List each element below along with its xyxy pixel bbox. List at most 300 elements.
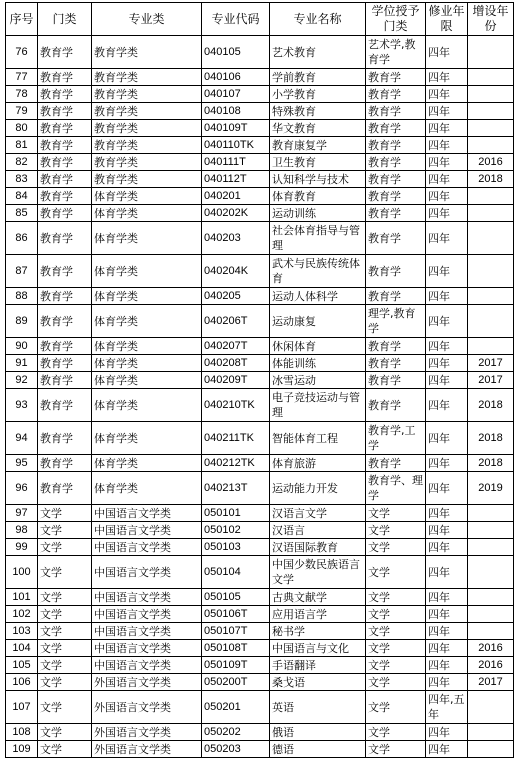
table-row [6, 606, 514, 623]
cell-category: 教育学 [38, 305, 92, 338]
cell-code: 040209T [202, 372, 270, 389]
major-table-container [5, 2, 513, 758]
cell-code: 040105 [202, 36, 270, 69]
cell-year-added [468, 120, 514, 137]
cell-years: 四年 [426, 69, 468, 86]
cell-year-added: 2018 [468, 389, 514, 422]
cell-name: 运动能力开发 [270, 472, 366, 505]
cell-degree: 教育学 [366, 69, 426, 86]
cell-degree: 文学 [366, 657, 426, 674]
cell-year-added [468, 205, 514, 222]
cell-code: 050203 [202, 741, 270, 758]
cell-seq: 91 [6, 355, 38, 372]
cell-code: 040207T [202, 338, 270, 355]
cell-degree: 艺术学,教育学 [366, 36, 426, 69]
cell-class: 中国语言文学类 [92, 505, 202, 522]
table-row [6, 222, 514, 255]
cell-degree: 教育学 [366, 205, 426, 222]
cell-class: 体育学类 [92, 355, 202, 372]
cell-degree: 教育学 [366, 355, 426, 372]
cell-category: 文学 [38, 691, 92, 724]
cell-degree: 理学,教育学 [366, 305, 426, 338]
cell-category: 教育学 [38, 255, 92, 288]
table-row [6, 154, 514, 171]
cell-years: 四年 [426, 556, 468, 589]
cell-class: 中国语言文学类 [92, 657, 202, 674]
cell-class: 体育学类 [92, 288, 202, 305]
cell-degree: 教育学 [366, 120, 426, 137]
cell-class: 外国语言文学类 [92, 724, 202, 741]
cell-code: 040106 [202, 69, 270, 86]
cell-category: 教育学 [38, 422, 92, 455]
cell-class: 教育学类 [92, 137, 202, 154]
header-class: 专业类 [92, 3, 202, 36]
cell-seq: 93 [6, 389, 38, 422]
cell-class: 教育学类 [92, 103, 202, 120]
cell-category: 文学 [38, 539, 92, 556]
table-row [6, 288, 514, 305]
cell-degree: 文学 [366, 724, 426, 741]
cell-code: 050109T [202, 657, 270, 674]
cell-year-added [468, 606, 514, 623]
cell-year-added [468, 36, 514, 69]
cell-years: 四年 [426, 674, 468, 691]
cell-name: 艺术教育 [270, 36, 366, 69]
cell-year-added [468, 556, 514, 589]
table-row [6, 36, 514, 69]
cell-class: 中国语言文学类 [92, 539, 202, 556]
cell-year-added: 2017 [468, 674, 514, 691]
cell-seq: 100 [6, 556, 38, 589]
cell-seq: 76 [6, 36, 38, 69]
cell-name: 中国语言与文化 [270, 640, 366, 657]
table-row [6, 472, 514, 505]
cell-class: 教育学类 [92, 69, 202, 86]
table-row [6, 188, 514, 205]
cell-code: 040211TK [202, 422, 270, 455]
cell-class: 中国语言文学类 [92, 606, 202, 623]
cell-seq: 98 [6, 522, 38, 539]
header-category: 门类 [38, 3, 92, 36]
cell-class: 教育学类 [92, 120, 202, 137]
cell-years: 四年 [426, 422, 468, 455]
cell-category: 教育学 [38, 472, 92, 505]
cell-class: 体育学类 [92, 222, 202, 255]
cell-seq: 90 [6, 338, 38, 355]
cell-years: 四年 [426, 455, 468, 472]
cell-years: 四年 [426, 741, 468, 758]
table-row [6, 103, 514, 120]
cell-degree: 教育学 [366, 86, 426, 103]
cell-category: 教育学 [38, 137, 92, 154]
cell-class: 体育学类 [92, 422, 202, 455]
cell-seq: 87 [6, 255, 38, 288]
cell-class: 中国语言文学类 [92, 623, 202, 640]
cell-seq: 102 [6, 606, 38, 623]
cell-name: 体育旅游 [270, 455, 366, 472]
cell-category: 文学 [38, 556, 92, 589]
cell-year-added [468, 69, 514, 86]
cell-degree: 文学 [366, 674, 426, 691]
cell-category: 文学 [38, 623, 92, 640]
cell-category: 教育学 [38, 205, 92, 222]
cell-years: 四年 [426, 623, 468, 640]
table-row [6, 455, 514, 472]
cell-years: 四年 [426, 288, 468, 305]
cell-year-added: 2018 [468, 455, 514, 472]
cell-degree: 教育学、理学 [366, 472, 426, 505]
cell-seq: 95 [6, 455, 38, 472]
cell-code: 050202 [202, 724, 270, 741]
cell-degree: 教育学 [366, 103, 426, 120]
cell-degree: 文学 [366, 556, 426, 589]
table-row [6, 305, 514, 338]
cell-class: 外国语言文学类 [92, 674, 202, 691]
cell-year-added [468, 741, 514, 758]
cell-code: 040203 [202, 222, 270, 255]
cell-degree: 文学 [366, 623, 426, 640]
header-code: 专业代码 [202, 3, 270, 36]
cell-class: 体育学类 [92, 305, 202, 338]
cell-degree: 文学 [366, 505, 426, 522]
cell-seq: 92 [6, 372, 38, 389]
header-name: 专业名称 [270, 3, 366, 36]
table-row [6, 69, 514, 86]
cell-seq: 85 [6, 205, 38, 222]
cell-code: 050104 [202, 556, 270, 589]
cell-seq: 84 [6, 188, 38, 205]
cell-year-added [468, 691, 514, 724]
header-seq: 序号 [6, 3, 38, 36]
cell-seq: 106 [6, 674, 38, 691]
cell-years: 四年 [426, 86, 468, 103]
table-row [6, 205, 514, 222]
cell-code: 040212TK [202, 455, 270, 472]
cell-degree: 教育学 [366, 255, 426, 288]
cell-code: 050107T [202, 623, 270, 640]
cell-seq: 109 [6, 741, 38, 758]
table-row [6, 422, 514, 455]
cell-class: 体育学类 [92, 188, 202, 205]
table-row [6, 255, 514, 288]
cell-seq: 101 [6, 589, 38, 606]
cell-degree: 教育学 [366, 338, 426, 355]
cell-years: 四年 [426, 338, 468, 355]
cell-year-added [468, 255, 514, 288]
cell-code: 040111T [202, 154, 270, 171]
cell-code: 040201 [202, 188, 270, 205]
cell-year-added: 2018 [468, 171, 514, 188]
cell-category: 文学 [38, 674, 92, 691]
table-row [6, 355, 514, 372]
cell-years: 四年 [426, 154, 468, 171]
cell-code: 040206T [202, 305, 270, 338]
cell-seq: 77 [6, 69, 38, 86]
cell-name: 电子竞技运动与管理 [270, 389, 366, 422]
cell-seq: 78 [6, 86, 38, 103]
major-catalog-table [5, 2, 514, 758]
cell-year-added: 2016 [468, 640, 514, 657]
cell-year-added [468, 623, 514, 640]
cell-class: 教育学类 [92, 36, 202, 69]
table-body [6, 36, 514, 758]
cell-name: 汉语言 [270, 522, 366, 539]
cell-code: 050201 [202, 691, 270, 724]
cell-years: 四年 [426, 255, 468, 288]
cell-years: 四年 [426, 389, 468, 422]
cell-code: 040110TK [202, 137, 270, 154]
cell-code: 040204K [202, 255, 270, 288]
cell-name: 古典文献学 [270, 589, 366, 606]
cell-name: 运动人体科学 [270, 288, 366, 305]
cell-class: 体育学类 [92, 389, 202, 422]
header-year-added: 增设年份 [468, 3, 514, 36]
cell-code: 050102 [202, 522, 270, 539]
cell-class: 体育学类 [92, 255, 202, 288]
cell-category: 教育学 [38, 171, 92, 188]
cell-degree: 文学 [366, 741, 426, 758]
cell-years: 四年 [426, 222, 468, 255]
cell-name: 社会体育指导与管理 [270, 222, 366, 255]
table-row [6, 338, 514, 355]
cell-years: 四年,五年 [426, 691, 468, 724]
cell-year-added [468, 522, 514, 539]
cell-years: 四年 [426, 724, 468, 741]
cell-code: 040205 [202, 288, 270, 305]
cell-seq: 80 [6, 120, 38, 137]
table-row [6, 522, 514, 539]
cell-seq: 83 [6, 171, 38, 188]
cell-code: 040208T [202, 355, 270, 372]
cell-category: 教育学 [38, 222, 92, 255]
cell-code: 040107 [202, 86, 270, 103]
table-row [6, 539, 514, 556]
cell-category: 教育学 [38, 154, 92, 171]
cell-name: 小学教育 [270, 86, 366, 103]
cell-year-added: 2017 [468, 355, 514, 372]
cell-category: 文学 [38, 606, 92, 623]
table-row [6, 623, 514, 640]
cell-year-added [468, 589, 514, 606]
cell-degree: 文学 [366, 691, 426, 724]
cell-class: 教育学类 [92, 154, 202, 171]
cell-name: 德语 [270, 741, 366, 758]
table-row [6, 86, 514, 103]
cell-name: 俄语 [270, 724, 366, 741]
cell-year-added [468, 288, 514, 305]
cell-seq: 81 [6, 137, 38, 154]
cell-years: 四年 [426, 103, 468, 120]
cell-name: 手语翻译 [270, 657, 366, 674]
cell-category: 文学 [38, 657, 92, 674]
cell-class: 体育学类 [92, 205, 202, 222]
cell-category: 教育学 [38, 69, 92, 86]
cell-category: 教育学 [38, 288, 92, 305]
cell-years: 四年 [426, 539, 468, 556]
cell-code: 040210TK [202, 389, 270, 422]
cell-class: 中国语言文学类 [92, 522, 202, 539]
cell-degree: 文学 [366, 606, 426, 623]
cell-category: 文学 [38, 640, 92, 657]
cell-seq: 105 [6, 657, 38, 674]
cell-name: 武术与民族传统体育 [270, 255, 366, 288]
cell-code: 050103 [202, 539, 270, 556]
cell-year-added: 2018 [468, 422, 514, 455]
cell-name: 汉语言文学 [270, 505, 366, 522]
cell-degree: 教育学,工学 [366, 422, 426, 455]
cell-degree: 教育学 [366, 154, 426, 171]
cell-class: 体育学类 [92, 472, 202, 505]
cell-code: 050105 [202, 589, 270, 606]
cell-name: 中国少数民族语言文学 [270, 556, 366, 589]
cell-code: 040109T [202, 120, 270, 137]
cell-code: 050101 [202, 505, 270, 522]
header-degree: 学位授予门类 [366, 3, 426, 36]
cell-category: 教育学 [38, 455, 92, 472]
cell-category: 文学 [38, 505, 92, 522]
cell-year-added [468, 305, 514, 338]
cell-seq: 82 [6, 154, 38, 171]
cell-category: 文学 [38, 522, 92, 539]
cell-degree: 教育学 [366, 389, 426, 422]
cell-year-added: 2016 [468, 657, 514, 674]
cell-seq: 79 [6, 103, 38, 120]
table-row [6, 589, 514, 606]
cell-code: 040112T [202, 171, 270, 188]
cell-seq: 107 [6, 691, 38, 724]
cell-category: 教育学 [38, 338, 92, 355]
cell-degree: 教育学 [366, 372, 426, 389]
cell-year-added: 2019 [468, 472, 514, 505]
cell-years: 四年 [426, 640, 468, 657]
cell-code: 050108T [202, 640, 270, 657]
table-row [6, 120, 514, 137]
cell-name: 学前教育 [270, 69, 366, 86]
cell-class: 外国语言文学类 [92, 691, 202, 724]
table-row [6, 389, 514, 422]
cell-name: 汉语国际教育 [270, 539, 366, 556]
cell-year-added [468, 222, 514, 255]
table-row [6, 691, 514, 724]
cell-year-added [468, 505, 514, 522]
cell-name: 秘书学 [270, 623, 366, 640]
cell-category: 教育学 [38, 188, 92, 205]
cell-years: 四年 [426, 120, 468, 137]
table-row [6, 505, 514, 522]
cell-class: 教育学类 [92, 86, 202, 103]
cell-years: 四年 [426, 36, 468, 69]
cell-category: 文学 [38, 741, 92, 758]
cell-years: 四年 [426, 372, 468, 389]
cell-degree: 教育学 [366, 222, 426, 255]
cell-degree: 教育学 [366, 171, 426, 188]
table-row [6, 724, 514, 741]
cell-year-added [468, 724, 514, 741]
cell-degree: 文学 [366, 640, 426, 657]
cell-category: 教育学 [38, 86, 92, 103]
cell-class: 外国语言文学类 [92, 741, 202, 758]
cell-code: 040213T [202, 472, 270, 505]
cell-code: 050106T [202, 606, 270, 623]
table-row [6, 137, 514, 154]
cell-degree: 教育学 [366, 137, 426, 154]
cell-years: 四年 [426, 505, 468, 522]
cell-years: 四年 [426, 589, 468, 606]
cell-seq: 97 [6, 505, 38, 522]
cell-seq: 99 [6, 539, 38, 556]
cell-name: 应用语言学 [270, 606, 366, 623]
cell-code: 050200T [202, 674, 270, 691]
cell-name: 运动康复 [270, 305, 366, 338]
cell-seq: 86 [6, 222, 38, 255]
cell-name: 智能体育工程 [270, 422, 366, 455]
cell-seq: 104 [6, 640, 38, 657]
table-row [6, 556, 514, 589]
cell-years: 四年 [426, 188, 468, 205]
table-row [6, 657, 514, 674]
cell-year-added [468, 338, 514, 355]
cell-year-added: 2016 [468, 154, 514, 171]
cell-degree: 文学 [366, 522, 426, 539]
cell-class: 中国语言文学类 [92, 556, 202, 589]
cell-years: 四年 [426, 522, 468, 539]
cell-year-added [468, 539, 514, 556]
cell-category: 教育学 [38, 389, 92, 422]
cell-code: 040108 [202, 103, 270, 120]
cell-category: 文学 [38, 589, 92, 606]
cell-category: 教育学 [38, 120, 92, 137]
cell-degree: 教育学 [366, 455, 426, 472]
cell-class: 中国语言文学类 [92, 589, 202, 606]
cell-name: 卫生教育 [270, 154, 366, 171]
table-row [6, 640, 514, 657]
cell-years: 四年 [426, 305, 468, 338]
cell-category: 文学 [38, 724, 92, 741]
cell-years: 四年 [426, 472, 468, 505]
table-row [6, 674, 514, 691]
table-row [6, 171, 514, 188]
cell-class: 体育学类 [92, 372, 202, 389]
cell-seq: 88 [6, 288, 38, 305]
header-years: 修业年限 [426, 3, 468, 36]
cell-name: 体能训练 [270, 355, 366, 372]
cell-years: 四年 [426, 171, 468, 188]
cell-years: 四年 [426, 606, 468, 623]
cell-name: 体育教育 [270, 188, 366, 205]
cell-name: 冰雪运动 [270, 372, 366, 389]
cell-year-added [468, 137, 514, 154]
cell-degree: 教育学 [366, 288, 426, 305]
cell-year-added [468, 188, 514, 205]
cell-seq: 94 [6, 422, 38, 455]
cell-years: 四年 [426, 205, 468, 222]
cell-category: 教育学 [38, 372, 92, 389]
table-row [6, 372, 514, 389]
cell-years: 四年 [426, 137, 468, 154]
cell-seq: 103 [6, 623, 38, 640]
cell-class: 教育学类 [92, 171, 202, 188]
cell-seq: 108 [6, 724, 38, 741]
cell-year-added: 2017 [468, 372, 514, 389]
cell-years: 四年 [426, 657, 468, 674]
cell-name: 华文教育 [270, 120, 366, 137]
cell-year-added [468, 86, 514, 103]
cell-degree: 文学 [366, 539, 426, 556]
cell-seq: 96 [6, 472, 38, 505]
cell-category: 教育学 [38, 36, 92, 69]
cell-year-added [468, 103, 514, 120]
cell-name: 教育康复学 [270, 137, 366, 154]
